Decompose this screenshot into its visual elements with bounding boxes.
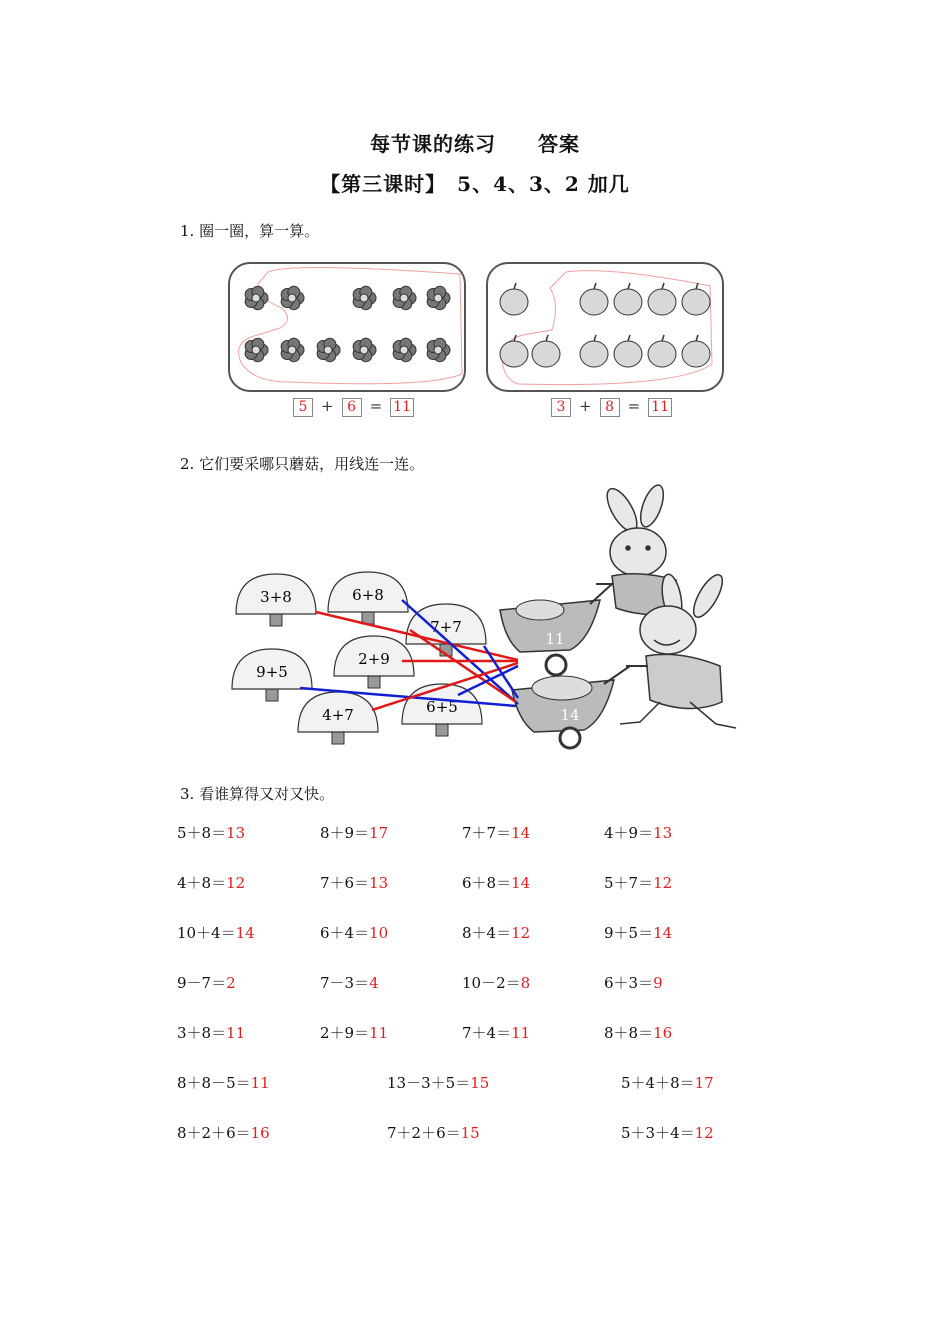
equals-sign: = [627, 397, 641, 415]
mushroom-label: 9+5 [256, 663, 288, 681]
answer[interactable]: 16 [250, 1124, 270, 1142]
answer[interactable]: 9 [653, 974, 663, 992]
flower-sum[interactable]: 11 [390, 398, 414, 417]
expression: 6＋3＝ [604, 974, 654, 992]
calc-item [462, 972, 530, 993]
answer[interactable]: 12 [653, 874, 673, 892]
expression: 10＋4＝ [177, 924, 236, 942]
flower-icon [393, 338, 416, 361]
mushroom-label: 6+8 [352, 586, 384, 604]
flower-icon [245, 286, 268, 309]
flower-icon [393, 286, 416, 309]
cart-11-label: 11 [545, 630, 565, 648]
calc-item [320, 822, 388, 843]
flower-equation [293, 397, 414, 417]
answer[interactable]: 17 [369, 824, 389, 842]
answer[interactable]: 13 [653, 824, 673, 842]
mushroom-label: 4+7 [322, 706, 354, 724]
calc-item-three-term [621, 1072, 714, 1093]
apple-icon [500, 283, 528, 315]
calc-item [604, 922, 672, 943]
plus-sign: + [321, 397, 334, 415]
apple-equation [551, 397, 672, 417]
question-3-prompt: 3. 看谁算得又对又快。 [180, 785, 335, 803]
answer[interactable]: 15 [460, 1124, 480, 1142]
page-title: 每节课的练习 答案 [370, 132, 580, 156]
calc-item [604, 872, 672, 893]
flower-icon [317, 338, 340, 361]
answer[interactable]: 16 [653, 1024, 673, 1042]
calc-item [320, 1022, 388, 1043]
calc-item [462, 822, 530, 843]
apple-icon [682, 335, 710, 367]
expression: 8＋4＝ [462, 924, 512, 942]
answer[interactable]: 14 [653, 924, 673, 942]
mushroom-matching-figure [0, 480, 950, 770]
calc-item [462, 872, 530, 893]
expression: 5＋3＋4＝ [621, 1124, 695, 1142]
apple-icon [580, 283, 608, 315]
expression: 9－7＝ [177, 974, 227, 992]
answer[interactable]: 4 [369, 974, 379, 992]
answer[interactable]: 12 [226, 874, 246, 892]
flower-icon [245, 338, 268, 361]
flower-addend-a[interactable]: 5 [293, 398, 313, 417]
expression: 7＋7＝ [462, 824, 512, 842]
answer[interactable]: 2 [226, 974, 236, 992]
answer[interactable]: 12 [511, 924, 531, 942]
apple-addend-a[interactable]: 3 [551, 398, 571, 417]
mushroom-6[interactable] [298, 692, 378, 744]
answer[interactable]: 11 [250, 1074, 270, 1092]
flower-illustration [230, 264, 464, 390]
answer[interactable]: 13 [369, 874, 389, 892]
expression: 7－3＝ [320, 974, 370, 992]
expression: 7＋2＋6＝ [387, 1124, 461, 1142]
answer[interactable]: 13 [226, 824, 246, 842]
expression: 7＋6＝ [320, 874, 370, 892]
calc-item [177, 872, 245, 893]
calc-item [177, 1022, 245, 1043]
calc-item [177, 922, 255, 943]
calc-item [177, 972, 236, 993]
calc-item [320, 972, 379, 993]
expression: 5＋4＋8＝ [621, 1074, 695, 1092]
mushroom-3[interactable] [406, 604, 486, 656]
calc-item [462, 1022, 530, 1043]
mushroom-4[interactable] [232, 649, 312, 701]
apple-icon [648, 283, 676, 315]
expression: 8＋9＝ [320, 824, 370, 842]
expression: 10－2＝ [462, 974, 521, 992]
flower-icon [427, 286, 450, 309]
flower-panel [228, 262, 466, 392]
question-2-prompt: 2. 它们要采哪只蘑菇，用线连一连。 [180, 455, 425, 473]
answer[interactable]: 17 [694, 1074, 714, 1092]
mushroom-1[interactable] [236, 574, 316, 626]
expression: 5＋7＝ [604, 874, 654, 892]
cart-14 [512, 666, 630, 748]
expression: 13－3＋5＝ [387, 1074, 471, 1092]
apple-illustration [488, 264, 722, 390]
apple-icon [614, 283, 642, 315]
answer[interactable]: 12 [694, 1124, 714, 1142]
answer[interactable]: 10 [369, 924, 389, 942]
expression: 8＋8＝ [604, 1024, 654, 1042]
plus-sign: + [579, 397, 592, 415]
apple-icon [580, 335, 608, 367]
equals-sign: = [369, 397, 383, 415]
flower-icon [281, 286, 304, 309]
calc-item [320, 922, 388, 943]
expression: 7＋4＝ [462, 1024, 512, 1042]
apple-panel [486, 262, 724, 392]
mushroom-label: 2+9 [358, 650, 390, 668]
calc-item-three-term [621, 1122, 714, 1143]
apple-sum[interactable]: 11 [648, 398, 672, 417]
answer[interactable]: 11 [226, 1024, 246, 1042]
calc-item [604, 822, 672, 843]
expression: 8＋2＋6＝ [177, 1124, 251, 1142]
expression: 2＋9＝ [320, 1024, 370, 1042]
expression: 3＋8＝ [177, 1024, 227, 1042]
apple-icon [500, 335, 528, 367]
apple-icon [532, 335, 560, 367]
expression: 4＋9＝ [604, 824, 654, 842]
calc-item [462, 922, 530, 943]
expression: 6＋8＝ [462, 874, 512, 892]
calc-item [604, 972, 663, 993]
lesson-subtitle: 【第三课时】 5、4、3、2 加几 [320, 172, 630, 196]
mushroom-label: 6+5 [426, 698, 458, 716]
question-1-prompt: 1. 圈一圈，算一算。 [180, 222, 320, 240]
answer[interactable]: 14 [235, 924, 255, 942]
flower-icon [281, 338, 304, 361]
apple-icon [648, 335, 676, 367]
flower-icon [353, 286, 376, 309]
answer[interactable]: 8 [520, 974, 531, 992]
expression: 5＋8＝ [177, 824, 227, 842]
flower-icon [427, 338, 450, 361]
mushroom-7[interactable] [402, 684, 482, 736]
mushroom-label: 3+8 [260, 588, 292, 606]
calc-item-three-term [387, 1122, 480, 1143]
answer[interactable]: 14 [511, 824, 531, 842]
expression: 9＋5＝ [604, 924, 654, 942]
answer[interactable]: 11 [511, 1024, 531, 1042]
answer[interactable]: 11 [369, 1024, 389, 1042]
cart-14-label: 14 [560, 706, 580, 724]
expression: 8＋8－5＝ [177, 1074, 251, 1092]
answer[interactable]: 15 [470, 1074, 490, 1092]
calc-item [177, 822, 245, 843]
calc-item-three-term [177, 1072, 270, 1093]
apple-icon [614, 335, 642, 367]
calc-item [604, 1022, 672, 1043]
calc-item-three-term [387, 1072, 489, 1093]
apple-addend-b[interactable]: 8 [600, 398, 620, 417]
flower-icon [353, 338, 376, 361]
apple-icon [682, 283, 710, 315]
answer[interactable]: 14 [511, 874, 531, 892]
mushroom-label: 7+7 [430, 618, 462, 636]
calc-item-three-term [177, 1122, 270, 1143]
expression: 4＋8＝ [177, 874, 227, 892]
expression: 6＋4＝ [320, 924, 370, 942]
mushroom-2[interactable] [328, 572, 408, 624]
calc-item [320, 872, 388, 893]
flower-addend-b[interactable]: 6 [342, 398, 362, 417]
